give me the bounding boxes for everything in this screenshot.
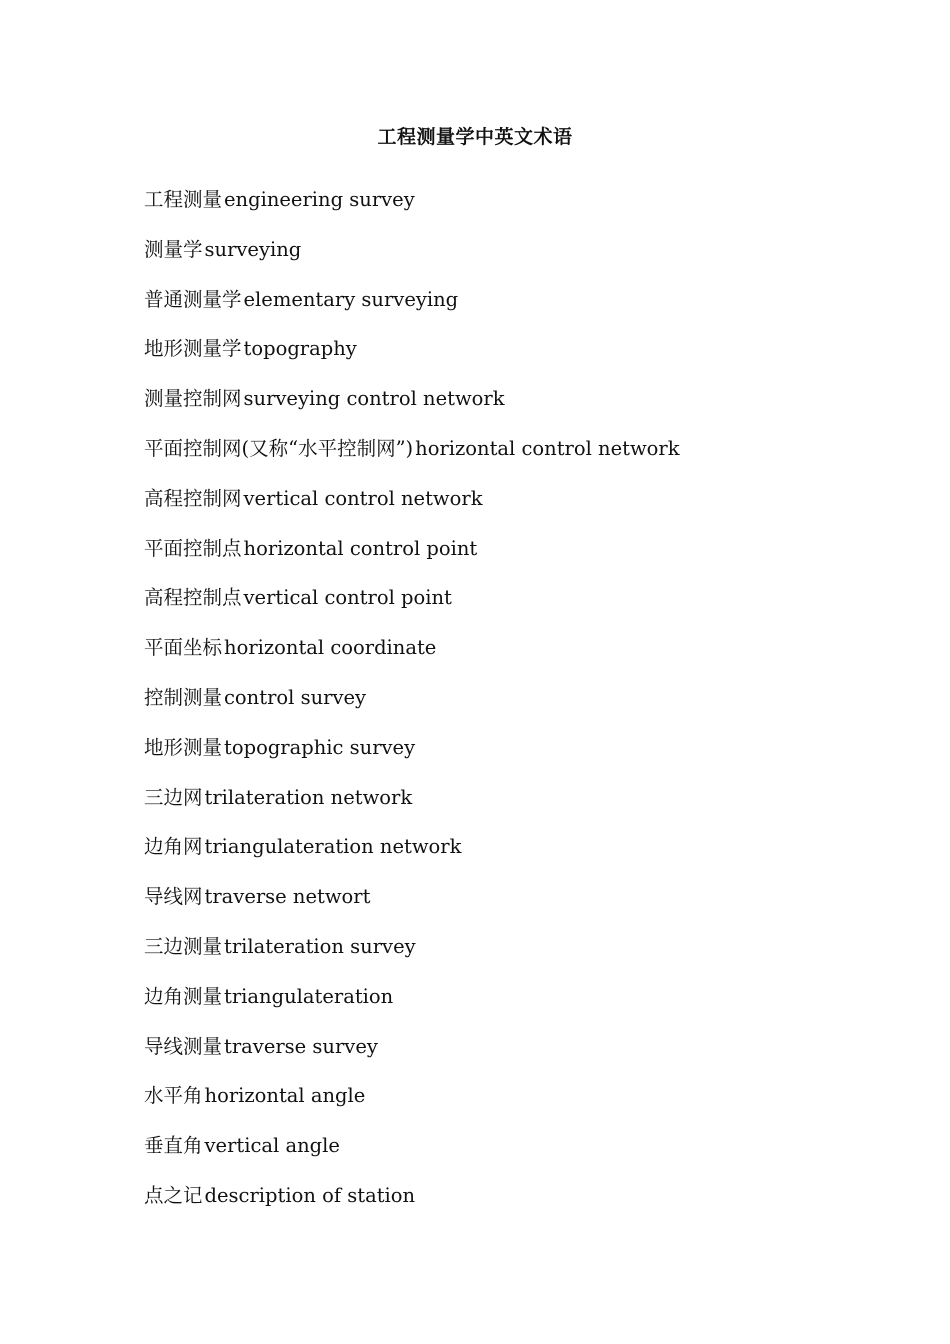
term-chinese: 控制测量 bbox=[144, 685, 223, 709]
term-english: topographic survey bbox=[224, 735, 416, 759]
term-entry bbox=[144, 334, 864, 384]
term-chinese: 地形测量学 bbox=[144, 337, 242, 361]
term-english: traverse networt bbox=[204, 885, 371, 909]
term-entry bbox=[144, 185, 864, 235]
term-chinese: 垂直角 bbox=[144, 1134, 203, 1158]
term-english: engineering survey bbox=[224, 188, 415, 211]
term-entry bbox=[144, 583, 864, 633]
term-entry bbox=[144, 1081, 864, 1131]
term-english: horizontal control network bbox=[415, 436, 680, 460]
term-chinese: 平面坐标 bbox=[144, 636, 223, 660]
term-english: triangulateration network bbox=[204, 835, 462, 859]
term-entry bbox=[144, 832, 864, 882]
document-title: 工程测量学中英文术语 bbox=[377, 126, 573, 148]
term-entry bbox=[144, 982, 864, 1032]
term-english: topography bbox=[243, 337, 357, 361]
term-entry bbox=[144, 1032, 864, 1082]
term-english: traverse survey bbox=[224, 1034, 378, 1058]
term-entry bbox=[144, 484, 864, 534]
term-entry bbox=[144, 683, 864, 733]
term-chinese: 高程控制点 bbox=[144, 586, 242, 610]
term-english: horizontal angle bbox=[204, 1084, 366, 1108]
term-entry bbox=[144, 534, 864, 584]
term-chinese: 水平角 bbox=[144, 1084, 203, 1108]
term-chinese: 地形测量 bbox=[144, 735, 223, 759]
term-english: control survey bbox=[224, 685, 367, 709]
term-english: trilateration survey bbox=[224, 934, 416, 958]
term-entry bbox=[144, 235, 864, 285]
term-entry bbox=[144, 932, 864, 982]
term-chinese: 高程控制网 bbox=[144, 486, 242, 510]
term-entry bbox=[144, 783, 864, 833]
term-entry bbox=[144, 285, 864, 335]
term-chinese: 导线网 bbox=[144, 885, 203, 909]
term-chinese: 点之记 bbox=[144, 1183, 203, 1207]
term-entry bbox=[144, 1181, 864, 1231]
term-list bbox=[144, 185, 864, 1231]
term-entry bbox=[144, 1131, 864, 1181]
term-chinese: 工程测量 bbox=[144, 188, 223, 211]
term-entry bbox=[144, 882, 864, 932]
term-entry bbox=[144, 633, 864, 683]
term-entry bbox=[144, 733, 864, 783]
term-english: trilateration network bbox=[204, 785, 413, 809]
term-english: surveying bbox=[204, 237, 302, 261]
term-chinese: 导线测量 bbox=[144, 1034, 223, 1058]
term-english: vertical control point bbox=[243, 586, 452, 610]
term-english: description of station bbox=[204, 1183, 416, 1207]
term-english: vertical angle bbox=[204, 1134, 340, 1158]
term-chinese: 边角网 bbox=[144, 835, 203, 859]
term-chinese: 测量学 bbox=[144, 237, 203, 261]
term-chinese: 测量控制网 bbox=[144, 387, 242, 411]
term-english: surveying control network bbox=[243, 387, 505, 411]
term-chinese: 边角测量 bbox=[144, 984, 223, 1008]
term-english: vertical control network bbox=[243, 486, 483, 510]
term-entry bbox=[144, 384, 864, 434]
term-english: horizontal coordinate bbox=[224, 636, 437, 660]
term-entry bbox=[144, 434, 864, 484]
term-chinese: 平面控制点 bbox=[144, 536, 242, 560]
term-chinese: 三边测量 bbox=[144, 934, 223, 958]
term-english: elementary surveying bbox=[243, 287, 459, 311]
term-chinese: 平面控制网(又称“水平控制网”) bbox=[144, 436, 414, 460]
term-english: triangulateration bbox=[224, 984, 394, 1008]
term-chinese: 普通测量学 bbox=[144, 287, 242, 311]
term-chinese: 三边网 bbox=[144, 785, 203, 809]
term-english: horizontal control point bbox=[243, 536, 478, 560]
